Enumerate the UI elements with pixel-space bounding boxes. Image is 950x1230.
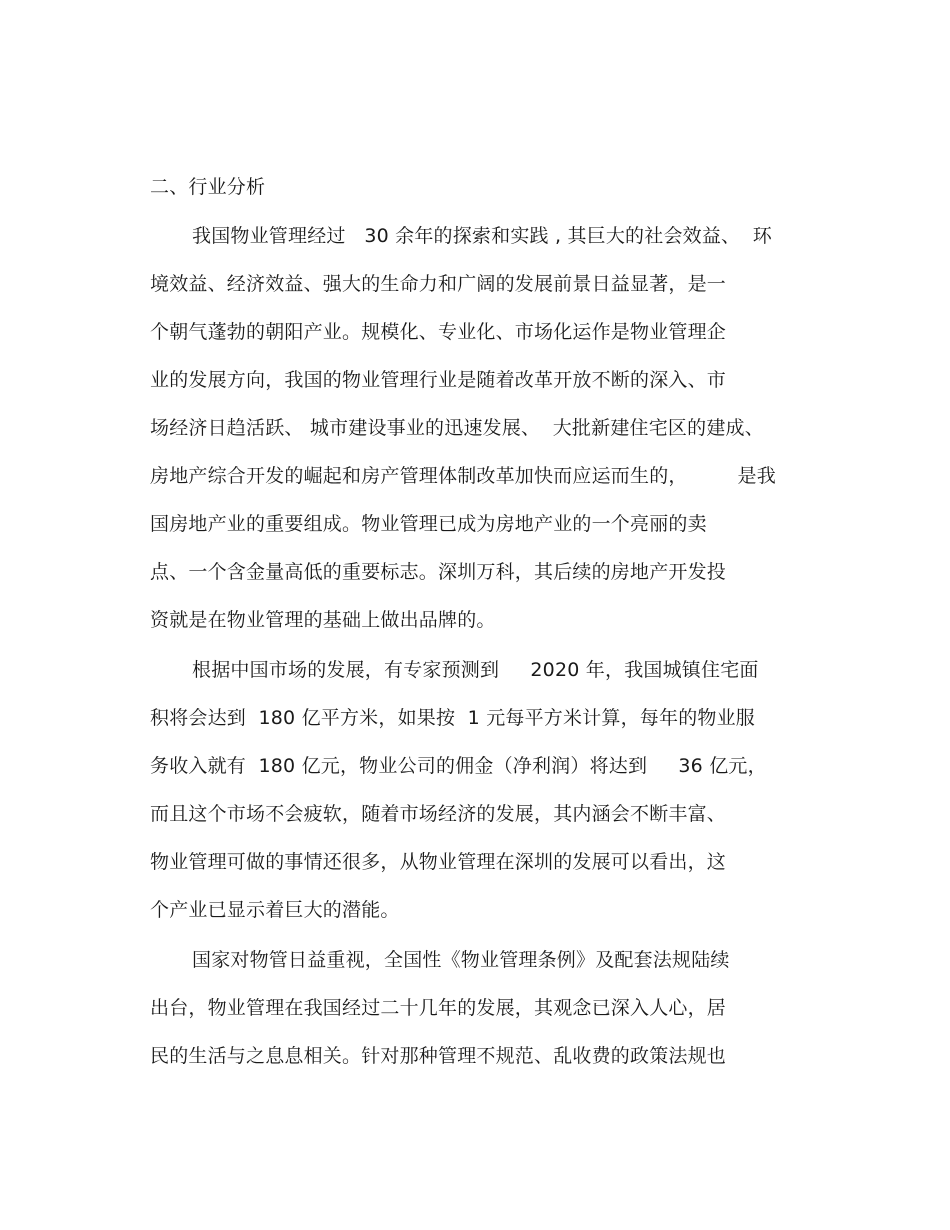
paragraph-1-line-2: 境效益、经济效益、强大的生命力和广阔的发展前景日益显著，是一 <box>150 273 727 295</box>
paragraph-2-line-2: 积将会达到 180 亿平方米，如果按 1 元每平方米计算，每年的物业服 <box>150 707 755 729</box>
paragraph-2-line-1: 根据中国市场的发展，有专家预测到 2020 年，我国城镇住宅面 <box>192 659 759 681</box>
paragraph-3-line-2: 出台，物业管理在我国经过二十几年的发展，其观念已深入人心，居 <box>150 997 727 1019</box>
paragraph-1-line-6: 房地产综合开发的崛起和房产管理体制改革加快而应运而生的， 是我 <box>150 465 776 487</box>
paragraph-1-line-5: 场经济日趋活跃、 城市建设事业的迅速发展、 大批新建住宅区的建成、 <box>150 417 764 439</box>
paragraph-1-line-1: 我国物业管理经过 30 余年的探索和实践 , 其巨大的社会效益、 环 <box>192 225 772 247</box>
paragraph-1-line-4: 业的发展方向，我国的物业管理行业是随着改革开放不断的深入、市 <box>150 369 727 391</box>
paragraph-1-line-3: 个朝气蓬勃的朝阳产业。规模化、专业化、市场化运作是物业管理企 <box>150 321 727 343</box>
paragraph-3-line-3: 民的生活与之息息相关。针对那种管理不规范、乱收费的政策法规也 <box>150 1045 727 1067</box>
paragraph-2-line-6: 个产业已显示着巨大的潜能。 <box>150 899 400 921</box>
paragraph-1-line-7: 国房地产业的重要组成。物业管理已成为房地产业的一个亮丽的卖 <box>150 513 707 535</box>
paragraph-1-line-8: 点、一个含金量高低的重要标志。深圳万科，其后续的房地产开发投 <box>150 561 727 583</box>
paragraph-2-line-5: 物业管理可做的事情还很多，从物业管理在深圳的发展可以看出，这 <box>150 851 727 873</box>
paragraph-2-line-3: 务收入就有 180 亿元，物业公司的佣金（净利润）将达到 36 亿元， <box>150 755 767 777</box>
paragraph-2-line-4: 而且这个市场不会疲软，随着市场经济的发展，其内涵会不断丰富、 <box>150 803 727 825</box>
paragraph-1-line-9: 资就是在物业管理的基础上做出品牌的。 <box>150 609 496 631</box>
section-heading: 二、行业分析 <box>150 176 266 198</box>
paragraph-3-line-1: 国家对物管日益重视，全国性《物业管理条例》及配套法规陆续 <box>192 949 730 971</box>
